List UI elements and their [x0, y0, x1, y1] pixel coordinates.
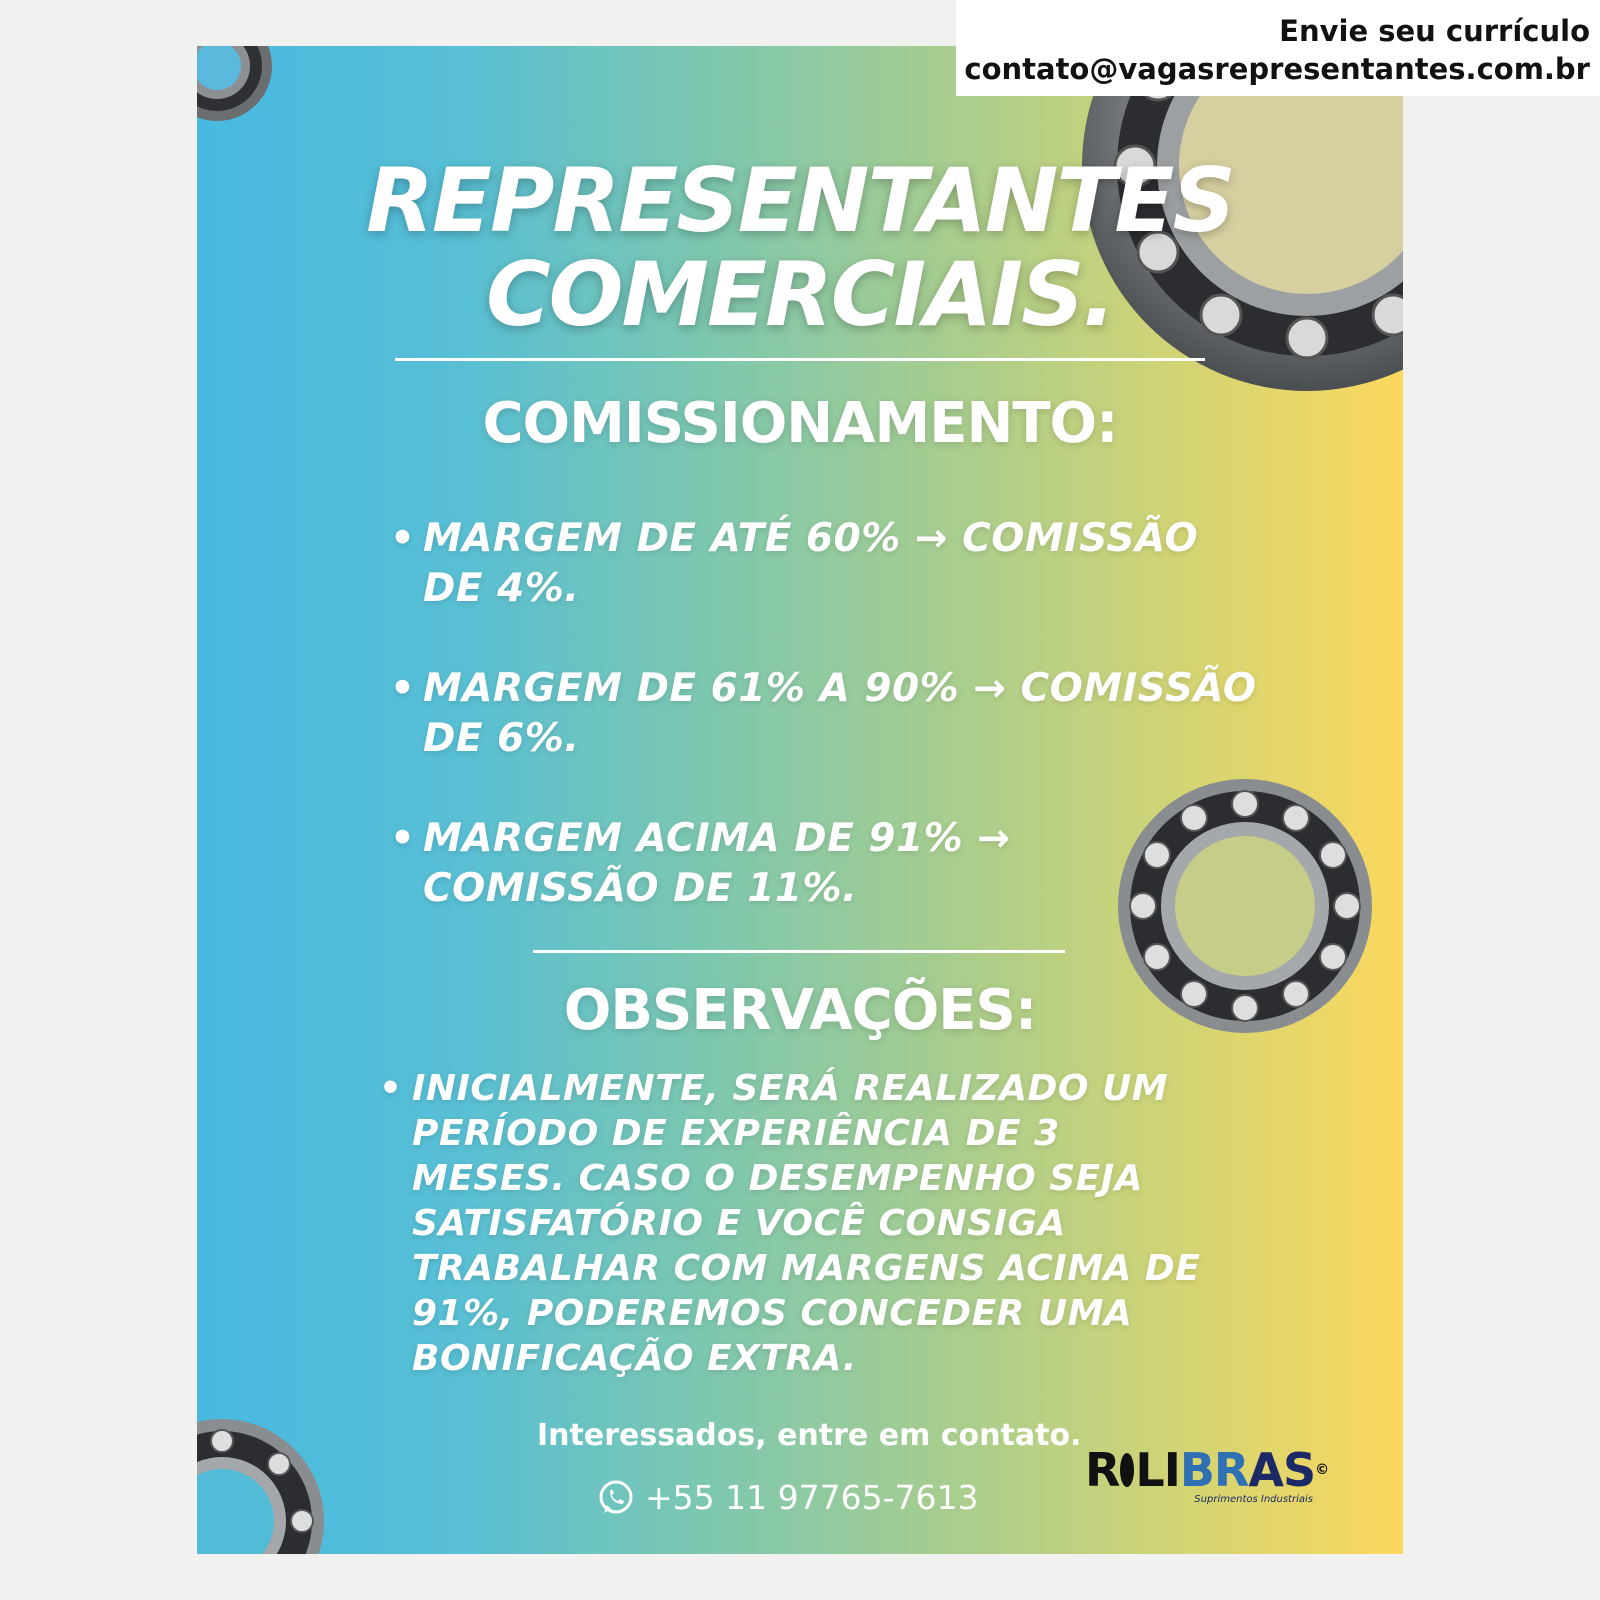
bearing-o-icon [1120, 1453, 1134, 1487]
logo-wordmark: R LI BR AS © [1085, 1443, 1329, 1497]
list-item [390, 814, 1123, 914]
list-item-line: MARGEM ACIMA DE 91% → [423, 816, 1011, 861]
phone-contact[interactable] [597, 1478, 978, 1517]
whatsapp-icon [597, 1479, 635, 1517]
bullet-icon: • [390, 516, 416, 561]
observation-line: INICIALMENTE, SERÁ REALIZADO UM [412, 1068, 1169, 1109]
contact-cta-text: Envie seu currículo [1279, 14, 1590, 48]
divider [395, 358, 1205, 361]
observation-line: TRABALHAR COM MARGENS ACIMA DE [412, 1248, 1201, 1289]
divider [533, 950, 1065, 953]
ball-bearing-icon [197, 1416, 327, 1554]
observation-line: SATISFATÓRIO E VOCÊ CONSIGA [412, 1203, 1066, 1244]
list-item [390, 664, 1303, 764]
list-item [390, 514, 1303, 614]
title-line-1: REPRESENTANTES [366, 149, 1234, 252]
observation-line: BONIFICAÇÃO EXTRA. [412, 1338, 857, 1379]
commission-heading: COMISSIONAMENTO: [482, 391, 1118, 456]
bullet-icon: • [390, 816, 416, 861]
copyright-mark: © [1315, 1462, 1329, 1478]
list-item-line: COMISSÃO DE 11%. [423, 866, 858, 911]
list-item-line: MARGEM DE ATÉ 60% → COMISSÃO [423, 516, 1199, 561]
list-item-line: MARGEM DE 61% A 90% → COMISSÃO [423, 666, 1257, 711]
contact-email-link[interactable]: contato@vagasrepresentantes.com.br [964, 52, 1590, 86]
observation-line: MESES. CASO O DESEMPENHO SEJA [412, 1158, 1144, 1199]
observations-heading: OBSERVAÇÕES: [563, 978, 1037, 1043]
observation-line: PERÍODO DE EXPERIÊNCIA DE 3 [412, 1113, 1060, 1154]
logo-subtitle: Suprimentos Industriais [1194, 1494, 1313, 1505]
list-item-line: DE 4%. [423, 566, 580, 611]
rolibras-logo [1085, 1443, 1329, 1516]
call-to-action: Interessados, entre em contato. [537, 1418, 1082, 1453]
job-poster [197, 46, 1403, 1554]
list-item-line: DE 6%. [423, 716, 580, 761]
observation-item [379, 1066, 1212, 1381]
title-line-2: COMERCIAIS. [486, 243, 1114, 346]
bullet-icon: • [379, 1068, 403, 1109]
page-title [197, 149, 1403, 346]
contact-box [956, 0, 1600, 96]
observation-line: 91%, PODEREMOS CONCEDER UMA [412, 1293, 1133, 1334]
ball-bearing-icon [197, 46, 277, 126]
phone-number[interactable]: +55 11 97765-7613 [645, 1478, 979, 1517]
bullet-icon: • [390, 666, 416, 711]
